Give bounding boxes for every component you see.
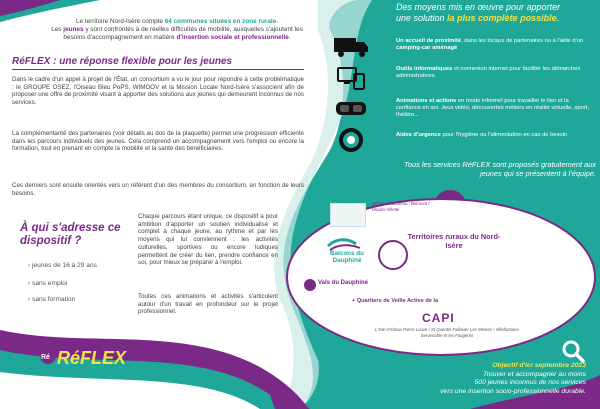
veille-active-label: + Quartiers de Veille Active de la <box>352 298 439 304</box>
partner-round-logo <box>378 240 408 270</box>
intro-text: Le territoire Nord-Isère compte 64 communes situées en zone rurale. Les jeunes y sont confrontés à de réelles difficultés de mobilité, auxquelles s'ajoutent les besoins d'accompagnement en matière d'insertion sociale et professionnelle. <box>51 18 303 41</box>
audience-item-age: › jeunes de 16 à 29 ans <box>28 262 97 269</box>
orientation-paragraph: Ces derniers sont ensuite orientés vers un référent d'un des membres du consortium, en fonction de leurs besoins. <box>12 182 304 197</box>
audience-item-employment: › sans emploi <box>28 280 68 287</box>
complementarity-paragraph: La complémentarité des partenaires (voir détails au dos de la plaquette) permet une progression efficiente dans les parcours individuels des jeunes. Cela comprend un accompagnement vers l'emploi ou encore la formation, tout en prenant en compte la mobilité et la santé des bénéficiaires. <box>12 130 304 153</box>
objective-title: Objectif d'ici septembre 2023 <box>492 362 586 369</box>
services-statement: Tous les services RéFLEX sont proposés gratuitement aux jeunes qui se présentent à l'équipe. <box>404 160 596 178</box>
means-title: Des moyens mis en œuvre pour apporter une solution la plus complète possible. <box>396 2 561 23</box>
vr-headset-icon <box>330 96 372 120</box>
feature-emergency-aid: Aides d'urgence pour l'hygiène ou l'alimentation en cas de besoin <box>396 132 568 138</box>
individual-path-paragraph: Chaque parcours étant unique, ce dispositif a pour ambition d'apporter un soutien individualisé et complet à chaque jeune, au rythme et par les moyens qui lui conviennent : les activités culturelles, sportives ou encore ludiques permettent de créer du lien, prendre confiance en soi, pour mieux se préparer à l'emploi. <box>138 213 278 267</box>
feature-proximity: Un accueil de proximité, dans les locaux de partenaires ou à l'aide d'un camping-car aménagé <box>396 38 584 51</box>
objective-text: Trouver et accompagner au moins 500 jeunes inconnus de nos services vers une insertion socio-professionnelle durable. <box>440 371 586 395</box>
svg-text:Ré: Ré <box>41 354 50 361</box>
lifebuoy-icon <box>330 128 372 152</box>
vals-dauphine-logo: Vals du Dauphiné <box>300 278 362 292</box>
capi-logo: CAPI <box>422 311 455 325</box>
audience-item-training: › sans formation <box>28 296 76 303</box>
audience-question: À qui s'adresse ce dispositif ? <box>20 222 121 247</box>
truck-icon <box>330 34 372 58</box>
balcons-dauphine-logo: Balcons du Dauphiné <box>322 236 370 266</box>
feature-computers: Outils informatiques et connexion internet pour faciliter les démarches administratives <box>396 66 581 79</box>
activities-paragraph: Toutes ces animations et activités s'articulent autour d'un travail en profondeur sur le projet professionnel. <box>138 293 278 316</box>
reflex-logo <box>38 340 127 374</box>
devices-icon <box>330 66 372 90</box>
svg-text:RéFLEX: RéFLEX <box>57 348 127 368</box>
capi-neighborhoods: L'Isle d'Abeau Pierre Louve / St Quentin Fallavier Les Moines / Villefontaine Servenoble et les Fougères <box>375 327 519 338</box>
territory-label: Territoires ruraux du Nord-Isère <box>407 232 501 250</box>
reflex-title: RéFLEX : une réponse flexible pour les jeunes <box>12 56 233 67</box>
consortium-paragraph: Dans le cadre d'un appel à projet de l'État, un consortium a vu le jour pour répondre à cette problématique : le GROUPE OSEZ, l'Oiseau Bleu PoPS, WIMOOV et la Mission Locale Nord-Isère s'associent afin de proposer une offre de proximité visant à apporter des solutions aux jeunes qui demeurent inconnus de nos services. <box>12 76 304 107</box>
partner-logo-small <box>330 203 366 227</box>
title-divider <box>12 69 304 70</box>
qpv-label: QPV à Chacamou : Belmont / Moulin-Villette <box>372 201 430 212</box>
feature-activities: Animations et actions en mode informel pour travailler le lien et la confiance en soi. Jeux vidéo, découvertes métiers en réalité virtuelle, sport, théâtre... <box>396 98 590 118</box>
search-icon <box>560 338 586 364</box>
